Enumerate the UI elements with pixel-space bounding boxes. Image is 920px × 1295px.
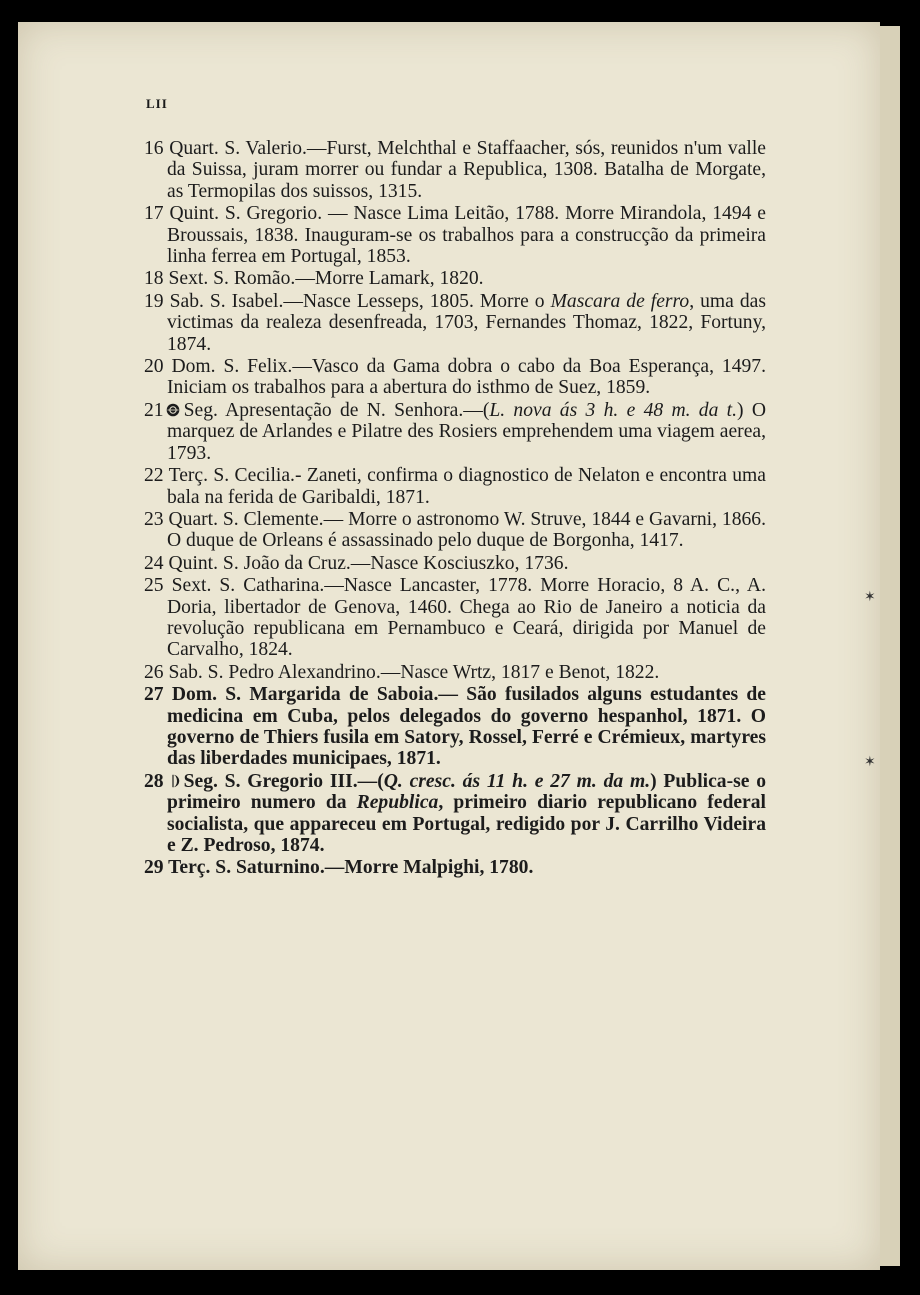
entry-day: 21	[144, 399, 164, 421]
edge-mark: ✶	[864, 755, 876, 770]
calendar-entry-24: 24 Quint. S. João da Cruz.—Nasce Kosciuszko, 1736.	[144, 552, 569, 574]
calendar-entry-21	[144, 400, 766, 464]
calendar-entry-27: 27 Dom. S. Margarida de Saboia.— São fusilados alguns estudantes de medicina em Cuba, pelos delegados do governo hespanhol, 1871. O governo de Thiers fusila em Satory, Rossel, Ferré e Crémieux, martyres das liberdades municipaes, 1871.	[144, 684, 766, 770]
edge-mark: ✶	[864, 590, 876, 605]
entry-day: 28	[144, 770, 164, 792]
calendar-entry-19	[144, 291, 766, 355]
calendar-entry-22: 22 Terç. S. Cecilia.- Zaneti, confirma o diagnostico de Nelaton e encontra uma bala na ferida de Garibaldi, 1871.	[144, 465, 766, 508]
entry-text: , primeiro diario republicano federal socialista, que appareceu em Portugal, redigido por J. Carrilho Videira e Z. Pedroso, 1874.	[167, 792, 766, 856]
calendar-entry-18: 18 Sext. S. Romão.—Morre Lamark, 1820.	[144, 268, 484, 290]
calendar-entry-20: 20 Dom. S. Felix.—Vasco da Gama dobra o cabo da Boa Esperança, 1497. Iniciam os trabalhos para a abertura do isthmo de Suez, 1859.	[144, 356, 766, 399]
entry-text: ) O marquez de Arlandes e Pilatre des Rosiers emprehendem uma viagem aerea, 1793.	[167, 399, 766, 464]
entry-text: Seg. S. Gregorio III.—(	[183, 770, 384, 792]
entry-text: 19 Sab. S. Isabel.—Nasce Lesseps, 1805. Morre o	[144, 290, 551, 312]
entry-text: Seg. Apresentação de N. Senhora.—(	[183, 399, 490, 421]
entry-italic-text: Republica	[356, 792, 439, 814]
calendar-entry-17: 17 Quint. S. Gregorio. — Nasce Lima Leitão, 1788. Morre Mirandola, 1494 e Broussais, 1838. Inauguram-se os trabalhos para a construcção da primeira linha ferrea em Portugal, 1853.	[144, 203, 766, 268]
entry-text: , uma das victimas da realeza desenfreada, 1703, Fernandes Thomaz, 1822, Fortuny, 1874.	[167, 290, 766, 355]
calendar-entry-16: 16 Quart. S. Valerio.—Furst, Melchthal e Staffaacher, sós, reunidos n'um valle da Suissa, juram morrer ou fundar a Republica, 1308. Batalha de Morgate, as Termopilas dos suissos, 1315.	[144, 138, 766, 202]
calendar-entry-26: 26 Sab. S. Pedro Alexandrino.—Nasce Wrtz, 1817 e Benot, 1822.	[144, 661, 660, 683]
calendar-entries	[144, 138, 766, 880]
entry-italic-text: Mascara de ferro	[550, 290, 690, 312]
entry-italic-text: L. nova ás 3 h. e 48 m. da t.	[489, 399, 738, 421]
calendar-entry-29: 29 Terç. S. Saturnino.—Morre Malpighi, 1780.	[144, 857, 534, 879]
calendar-entry-28	[144, 771, 766, 857]
calendar-entry-23: 23 Quart. S. Clemente.— Morre o astronomo W. Struve, 1844 e Gavarni, 1866. O duque de Orleans é assassinado pelo duque de Borgonha, 1417.	[144, 508, 767, 552]
page-edge	[864, 26, 900, 1266]
calendar-entry-25: 25 Sext. S. Catharina.—Nasce Lancaster, 1778. Morre Horacio, 8 A. C., A. Doria, libertador de Genova, 1460. Chega ao Rio de Janeiro a noticia da revolução republicana em Pernambuco e Ceará, dirigida por Manuel de Carvalho, 1824.	[144, 575, 766, 661]
new-moon-icon	[166, 403, 180, 417]
page-number: LII	[146, 96, 168, 111]
crescent-moon-icon	[166, 774, 180, 788]
entry-text: ) Publica-se o primeiro numero da	[167, 770, 767, 814]
entry-italic-text: Q. cresc. ás 11 h. e 27 m. da m.	[383, 770, 651, 792]
